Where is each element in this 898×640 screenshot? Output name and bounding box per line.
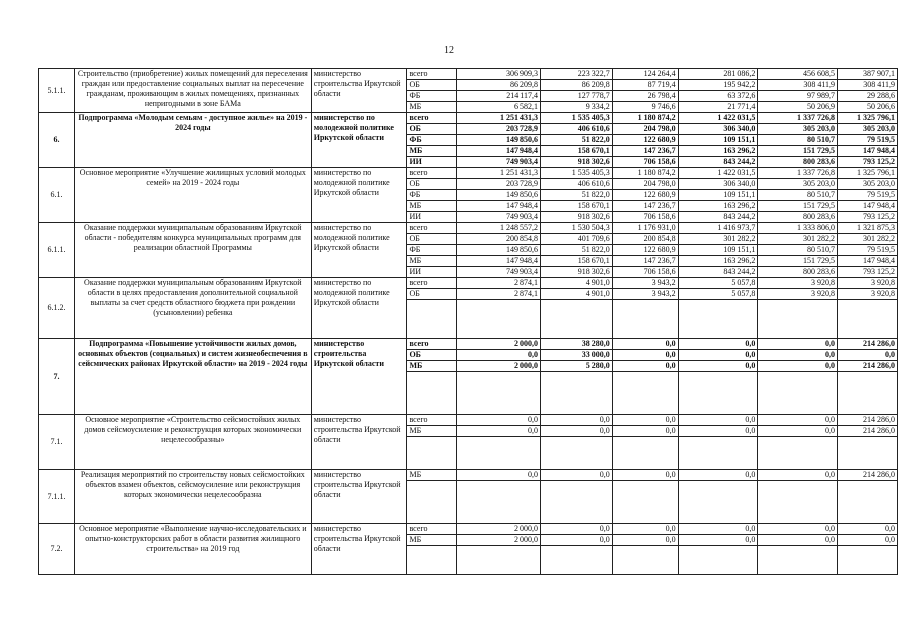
row-executor: министерство строительства Иркутской области (311, 524, 407, 575)
amount-cell: 147 948,4 (838, 201, 898, 212)
funding-source: МБ (407, 361, 457, 372)
amount-cell: 749 903,4 (457, 157, 541, 168)
empty-cell (678, 546, 758, 575)
empty-cell (457, 372, 541, 415)
empty-cell (612, 372, 678, 415)
amount-cell: 3 920,8 (758, 289, 838, 300)
empty-cell (612, 300, 678, 339)
amount-cell: 163 296,2 (678, 256, 758, 267)
amount-cell: 38 280,0 (540, 339, 612, 350)
empty-cell (758, 546, 838, 575)
amount-cell: 5 280,0 (540, 361, 612, 372)
amount-cell: 281 086,2 (678, 69, 758, 80)
amount-cell: 1 180 874,2 (612, 168, 678, 179)
amount-cell: 1 535 405,3 (540, 113, 612, 124)
funding-source: МБ (407, 201, 457, 212)
amount-cell: 308 411,9 (758, 80, 838, 91)
empty-cell (838, 372, 898, 415)
row-executor: министерство строительства Иркутской области (311, 415, 407, 470)
amount-cell: 0,0 (612, 524, 678, 535)
row-name: Основное мероприятие «Выполнение научно-исследовательских и опытно-конструкторских работ в области развития жилищного строительства» на 2019 год (74, 524, 311, 575)
amount-cell: 0,0 (678, 415, 758, 426)
amount-cell: 2 000,0 (457, 361, 541, 372)
amount-cell: 1 248 557,2 (457, 223, 541, 234)
table-row (39, 415, 898, 426)
amount-cell: 63 372,6 (678, 91, 758, 102)
empty-cell (758, 300, 838, 339)
amount-cell: 0,0 (678, 361, 758, 372)
table-row (39, 470, 898, 481)
amount-cell: 214 286,0 (838, 361, 898, 372)
table-row (39, 278, 898, 289)
empty-cell (678, 481, 758, 524)
amount-cell: 0,0 (678, 350, 758, 361)
funding-source: ОБ (407, 350, 457, 361)
amount-cell: 0,0 (612, 361, 678, 372)
amount-cell: 2 000,0 (457, 339, 541, 350)
amount-cell: 301 282,2 (758, 234, 838, 245)
row-name: Оказание поддержки муниципальным образованиям Иркутской области - победителям конкурса муниципальных программ для реализации областной Программы (74, 223, 311, 278)
amount-cell: 151 729,5 (758, 201, 838, 212)
amount-cell: 21 771,4 (678, 102, 758, 113)
empty-cell (407, 372, 457, 415)
amount-cell: 301 282,2 (838, 234, 898, 245)
funding-source: МБ (407, 256, 457, 267)
amount-cell: 79 519,5 (838, 135, 898, 146)
amount-cell: 147 236,7 (612, 146, 678, 157)
amount-cell: 80 510,7 (758, 190, 838, 201)
amount-cell: 51 822,0 (540, 135, 612, 146)
funding-source: ФБ (407, 135, 457, 146)
amount-cell: 0,0 (457, 426, 541, 437)
empty-cell (540, 546, 612, 575)
funding-source: МБ (407, 470, 457, 481)
amount-cell: 6 582,1 (457, 102, 541, 113)
amount-cell: 1 337 726,8 (758, 113, 838, 124)
amount-cell: 122 680,9 (612, 190, 678, 201)
amount-cell: 1 325 796,1 (838, 168, 898, 179)
budget-table (38, 68, 898, 575)
amount-cell: 147 948,4 (838, 256, 898, 267)
amount-cell: 1 422 031,5 (678, 168, 758, 179)
amount-cell: 3 920,8 (838, 289, 898, 300)
empty-cell (457, 437, 541, 470)
amount-cell: 1 530 504,3 (540, 223, 612, 234)
funding-source: всего (407, 415, 457, 426)
amount-cell: 203 728,9 (457, 179, 541, 190)
amount-cell: 0,0 (758, 361, 838, 372)
funding-source: ФБ (407, 190, 457, 201)
amount-cell: 163 296,2 (678, 201, 758, 212)
funding-source: всего (407, 278, 457, 289)
table-row (39, 168, 898, 179)
amount-cell: 158 670,1 (540, 201, 612, 212)
amount-cell: 306 340,0 (678, 124, 758, 135)
amount-cell: 80 510,7 (758, 245, 838, 256)
row-code: 7. (39, 339, 75, 415)
amount-cell: 29 288,6 (838, 91, 898, 102)
amount-cell: 1 333 806,0 (758, 223, 838, 234)
amount-cell: 5 057,8 (678, 289, 758, 300)
amount-cell: 109 151,1 (678, 190, 758, 201)
row-executor: министерство строительства Иркутской области (311, 339, 407, 415)
amount-cell: 918 302,6 (540, 212, 612, 223)
amount-cell: 97 989,7 (758, 91, 838, 102)
amount-cell: 151 729,5 (758, 146, 838, 157)
amount-cell: 1 251 431,3 (457, 113, 541, 124)
amount-cell: 406 610,6 (540, 124, 612, 135)
table-row (39, 339, 898, 350)
amount-cell: 195 942,2 (678, 80, 758, 91)
row-name: Оказание поддержки муниципальным образованиям Иркутской области в целях предоставления дополнительной социальной выплаты за счет средств областного бюджета при рождении (усыновлении) ребенка (74, 278, 311, 339)
amount-cell: 0,0 (838, 350, 898, 361)
empty-cell (540, 437, 612, 470)
funding-source: ИИ (407, 157, 457, 168)
page-number: 12 (444, 45, 454, 56)
amount-cell: 0,0 (540, 535, 612, 546)
amount-cell: 0,0 (678, 339, 758, 350)
amount-cell: 308 411,9 (838, 80, 898, 91)
amount-cell: 4 901,0 (540, 289, 612, 300)
amount-cell: 109 151,1 (678, 245, 758, 256)
funding-source: ОБ (407, 289, 457, 300)
amount-cell: 51 822,0 (540, 245, 612, 256)
amount-cell: 214 286,0 (838, 339, 898, 350)
empty-cell (612, 437, 678, 470)
amount-cell: 147 948,4 (838, 146, 898, 157)
amount-cell: 406 610,6 (540, 179, 612, 190)
amount-cell: 843 244,2 (678, 267, 758, 278)
amount-cell: 0,0 (758, 524, 838, 535)
empty-cell (838, 300, 898, 339)
row-name: Подпрограмма «Повышение устойчивости жилых домов, основных объектов (социальных) и систем жизнеобеспечения в сейсмических районах Иркутской области» на 2019 - 2024 годы (74, 339, 311, 415)
amount-cell: 401 709,6 (540, 234, 612, 245)
empty-cell (678, 437, 758, 470)
row-code: 6.1.1. (39, 223, 75, 278)
empty-cell (457, 481, 541, 524)
amount-cell: 3 920,8 (838, 278, 898, 289)
row-executor: министерство по молодежной политике Иркутской области (311, 278, 407, 339)
amount-cell: 793 125,2 (838, 157, 898, 168)
row-executor: министерство по молодежной политике Иркутской области (311, 168, 407, 223)
amount-cell: 387 907,1 (838, 69, 898, 80)
amount-cell: 214 286,0 (838, 415, 898, 426)
empty-cell (758, 481, 838, 524)
amount-cell: 122 680,9 (612, 135, 678, 146)
row-code: 6.1.2. (39, 278, 75, 339)
amount-cell: 301 282,2 (678, 234, 758, 245)
funding-source: ОБ (407, 234, 457, 245)
amount-cell: 0,0 (612, 470, 678, 481)
amount-cell: 87 719,4 (612, 80, 678, 91)
amount-cell: 0,0 (838, 524, 898, 535)
funding-source: ОБ (407, 80, 457, 91)
amount-cell: 1 337 726,8 (758, 168, 838, 179)
amount-cell: 9 746,6 (612, 102, 678, 113)
amount-cell: 1 422 031,5 (678, 113, 758, 124)
table-row (39, 69, 898, 80)
funding-source: ФБ (407, 245, 457, 256)
amount-cell: 843 244,2 (678, 157, 758, 168)
empty-cell (838, 546, 898, 575)
funding-source: всего (407, 339, 457, 350)
amount-cell: 843 244,2 (678, 212, 758, 223)
amount-cell: 2 874,1 (457, 278, 541, 289)
amount-cell: 79 519,5 (838, 245, 898, 256)
funding-source: МБ (407, 146, 457, 157)
amount-cell: 0,0 (758, 426, 838, 437)
amount-cell: 122 680,9 (612, 245, 678, 256)
row-executor: министерство по молодежной политике Иркутской области (311, 223, 407, 278)
amount-cell: 158 670,1 (540, 146, 612, 157)
amount-cell: 0,0 (457, 350, 541, 361)
funding-source: всего (407, 168, 457, 179)
amount-cell: 26 798,4 (612, 91, 678, 102)
amount-cell: 749 903,4 (457, 212, 541, 223)
amount-cell: 86 209,8 (457, 80, 541, 91)
amount-cell: 918 302,6 (540, 267, 612, 278)
amount-cell: 200 854,8 (612, 234, 678, 245)
row-code: 7.2. (39, 524, 75, 575)
amount-cell: 800 283,6 (758, 212, 838, 223)
empty-cell (678, 300, 758, 339)
amount-cell: 0,0 (540, 524, 612, 535)
row-name: Строительство (приобретение) жилых помещений для переселения граждан или предоставление социальных выплат на пересечение гражданам, проживающим в жилых помещениях, признанных непригодными в зоне БАМа (74, 69, 311, 113)
amount-cell: 305 203,0 (758, 179, 838, 190)
amount-cell: 0,0 (678, 524, 758, 535)
empty-cell (540, 372, 612, 415)
row-code: 7.1.1. (39, 470, 75, 524)
amount-cell: 1 251 431,3 (457, 168, 541, 179)
amount-cell: 203 728,9 (457, 124, 541, 135)
row-code: 5.1.1. (39, 69, 75, 113)
amount-cell: 109 151,1 (678, 135, 758, 146)
empty-cell (407, 437, 457, 470)
empty-cell (407, 300, 457, 339)
funding-source: МБ (407, 535, 457, 546)
table-row (39, 113, 898, 124)
amount-cell: 3 943,2 (612, 278, 678, 289)
funding-source: всего (407, 223, 457, 234)
amount-cell: 706 158,6 (612, 157, 678, 168)
funding-source: всего (407, 69, 457, 80)
amount-cell: 0,0 (678, 535, 758, 546)
empty-cell (612, 546, 678, 575)
amount-cell: 147 948,4 (457, 146, 541, 157)
amount-cell: 800 283,6 (758, 157, 838, 168)
funding-source: МБ (407, 426, 457, 437)
empty-cell (457, 300, 541, 339)
amount-cell: 0,0 (612, 535, 678, 546)
amount-cell: 214 286,0 (838, 426, 898, 437)
amount-cell: 1 325 796,1 (838, 113, 898, 124)
amount-cell: 149 850,6 (457, 135, 541, 146)
empty-cell (540, 300, 612, 339)
amount-cell: 1 535 405,3 (540, 168, 612, 179)
row-name: Основное мероприятие «Улучшение жилищных условий молодых семей» на 2019 - 2024 годы (74, 168, 311, 223)
amount-cell: 706 158,6 (612, 267, 678, 278)
amount-cell: 50 206,9 (758, 102, 838, 113)
amount-cell: 0,0 (612, 350, 678, 361)
amount-cell: 223 322,7 (540, 69, 612, 80)
amount-cell: 214 286,0 (838, 470, 898, 481)
empty-cell (758, 437, 838, 470)
funding-source: ОБ (407, 124, 457, 135)
amount-cell: 147 948,4 (457, 256, 541, 267)
amount-cell: 793 125,2 (838, 267, 898, 278)
table-row (39, 524, 898, 535)
amount-cell: 0,0 (758, 415, 838, 426)
amount-cell: 158 670,1 (540, 256, 612, 267)
amount-cell: 0,0 (758, 535, 838, 546)
row-executor: министерство строительства Иркутской области (311, 470, 407, 524)
row-code: 6.1. (39, 168, 75, 223)
amount-cell: 204 798,0 (612, 124, 678, 135)
table-row (39, 223, 898, 234)
amount-cell: 204 798,0 (612, 179, 678, 190)
empty-cell (612, 481, 678, 524)
amount-cell: 2 000,0 (457, 524, 541, 535)
funding-source: МБ (407, 102, 457, 113)
row-name: Основное мероприятие «Строительство сейсмостойких жилых домов сейсмоусиление и реконструкция которых экономически нецелесообразны» (74, 415, 311, 470)
amount-cell: 149 850,6 (457, 245, 541, 256)
amount-cell: 305 203,0 (758, 124, 838, 135)
row-name: Подпрограмма «Молодым семьям - доступное жилье» на 2019 - 2024 годы (74, 113, 311, 168)
amount-cell: 3 920,8 (758, 278, 838, 289)
amount-cell: 149 850,6 (457, 190, 541, 201)
amount-cell: 151 729,5 (758, 256, 838, 267)
funding-source: всего (407, 113, 457, 124)
funding-source: ИИ (407, 212, 457, 223)
amount-cell: 1 176 931,0 (612, 223, 678, 234)
amount-cell: 33 000,0 (540, 350, 612, 361)
funding-source: ФБ (407, 91, 457, 102)
amount-cell: 793 125,2 (838, 212, 898, 223)
empty-cell (407, 546, 457, 575)
empty-cell (838, 437, 898, 470)
amount-cell: 127 778,7 (540, 91, 612, 102)
amount-cell: 0,0 (678, 426, 758, 437)
amount-cell: 2 874,1 (457, 289, 541, 300)
amount-cell: 456 608,5 (758, 69, 838, 80)
amount-cell: 0,0 (758, 339, 838, 350)
amount-cell: 1 321 875,3 (838, 223, 898, 234)
empty-cell (457, 546, 541, 575)
amount-cell: 800 283,6 (758, 267, 838, 278)
amount-cell: 0,0 (758, 470, 838, 481)
amount-cell: 214 117,4 (457, 91, 541, 102)
row-code: 7.1. (39, 415, 75, 470)
amount-cell: 147 948,4 (457, 201, 541, 212)
amount-cell: 147 236,7 (612, 256, 678, 267)
empty-cell (838, 481, 898, 524)
row-name: Реализация мероприятий по строительству новых сейсмостойких объектов взамен объектов, сейсмоусиление или реконструкция которых экономически нецелесообразна (74, 470, 311, 524)
amount-cell: 5 057,8 (678, 278, 758, 289)
amount-cell: 163 296,2 (678, 146, 758, 157)
amount-cell: 80 510,7 (758, 135, 838, 146)
amount-cell: 1 416 973,7 (678, 223, 758, 234)
amount-cell: 79 519,5 (838, 190, 898, 201)
empty-cell (678, 372, 758, 415)
amount-cell: 0,0 (612, 426, 678, 437)
amount-cell: 0,0 (678, 470, 758, 481)
funding-source: ИИ (407, 267, 457, 278)
empty-cell (407, 481, 457, 524)
amount-cell: 200 854,8 (457, 234, 541, 245)
amount-cell: 306 909,3 (457, 69, 541, 80)
funding-source: ОБ (407, 179, 457, 190)
amount-cell: 918 302,6 (540, 157, 612, 168)
row-code: 6. (39, 113, 75, 168)
funding-source: всего (407, 524, 457, 535)
amount-cell: 0,0 (540, 426, 612, 437)
amount-cell: 0,0 (540, 470, 612, 481)
amount-cell: 706 158,6 (612, 212, 678, 223)
amount-cell: 124 264,4 (612, 69, 678, 80)
amount-cell: 0,0 (838, 535, 898, 546)
amount-cell: 51 822,0 (540, 190, 612, 201)
empty-cell (540, 481, 612, 524)
empty-cell (758, 372, 838, 415)
amount-cell: 0,0 (612, 339, 678, 350)
amount-cell: 0,0 (758, 350, 838, 361)
amount-cell: 2 000,0 (457, 535, 541, 546)
row-executor: министерство по молодежной политике Иркутской области (311, 113, 407, 168)
amount-cell: 9 334,2 (540, 102, 612, 113)
amount-cell: 306 340,0 (678, 179, 758, 190)
row-executor: министерство строительства Иркутской области (311, 69, 407, 113)
amount-cell: 86 209,8 (540, 80, 612, 91)
amount-cell: 305 203,0 (838, 179, 898, 190)
amount-cell: 749 903,4 (457, 267, 541, 278)
amount-cell: 305 203,0 (838, 124, 898, 135)
amount-cell: 0,0 (457, 415, 541, 426)
amount-cell: 4 901,0 (540, 278, 612, 289)
amount-cell: 50 206,6 (838, 102, 898, 113)
amount-cell: 147 236,7 (612, 201, 678, 212)
amount-cell: 0,0 (540, 415, 612, 426)
amount-cell: 0,0 (612, 415, 678, 426)
amount-cell: 1 180 874,2 (612, 113, 678, 124)
amount-cell: 3 943,2 (612, 289, 678, 300)
amount-cell: 0,0 (457, 470, 541, 481)
